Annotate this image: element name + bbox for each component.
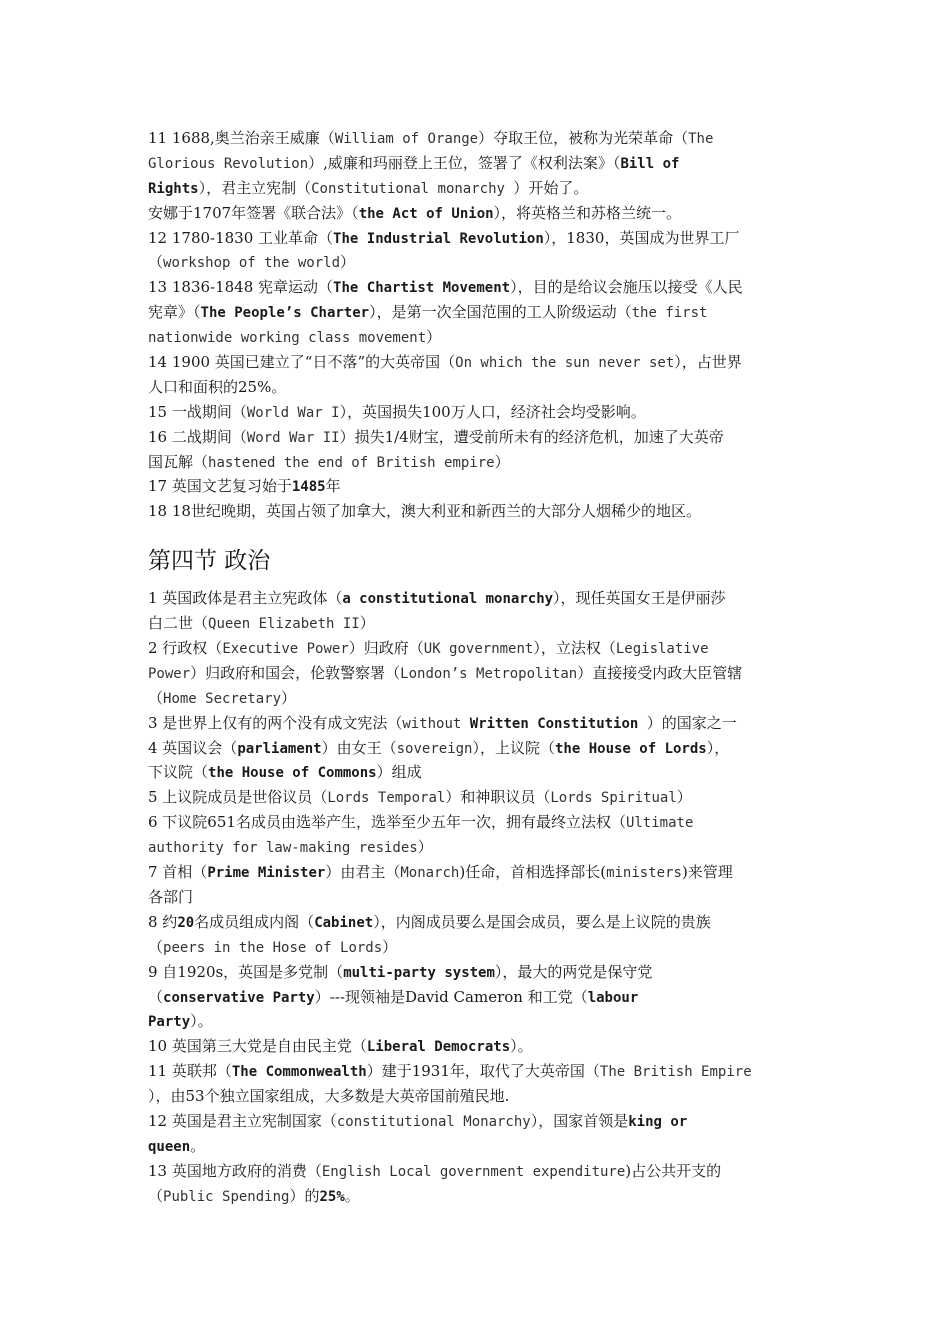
- text-run: ），占世界: [674, 353, 742, 372]
- text-run: nationwide working class movement: [148, 330, 427, 347]
- text-line: [148, 474, 798, 499]
- text-run: Lords Spiritual: [550, 790, 677, 807]
- text-run: ），立法权（: [533, 639, 616, 658]
- text-run: （: [148, 1186, 164, 1205]
- text-run: constitutional Monarchy: [336, 1113, 531, 1130]
- text-run: ）夺取王位，被称为光荣革命（: [478, 129, 689, 147]
- text-run: 名成员组成内阁（: [194, 912, 315, 931]
- text-run: 25%: [319, 1188, 345, 1205]
- text-run: Ultimate: [625, 815, 694, 832]
- text-run: 14 1900 英国已建立了“日不落”的大英帝国（: [148, 353, 456, 372]
- text-run: ）建于1931年，取代了大英帝国（: [366, 1062, 600, 1081]
- text-run: Executive Power: [222, 641, 349, 658]
- text-run: the House of Lords: [555, 740, 707, 757]
- text-run: ）: [281, 688, 297, 707]
- text-line: [148, 810, 798, 835]
- text-run: 7 首相（: [148, 863, 208, 882]
- text-run: 13 英国地方政府的消费（: [148, 1161, 322, 1180]
- text-run: Glorious Revolution: [148, 155, 309, 172]
- text-run: Cabinet: [314, 914, 374, 931]
- text-line: [148, 499, 798, 524]
- text-line: [148, 325, 798, 350]
- text-line: [148, 785, 798, 810]
- text-run: 6 下议院651名成员由选举产生，选举至少五年一次，拥有最终立法权（: [148, 813, 626, 832]
- text-line: [148, 1059, 798, 1084]
- text-run: without: [402, 715, 470, 732]
- text-run: 11 1688,奥兰治亲王威廉（: [148, 129, 335, 147]
- text-run: ）: [426, 328, 442, 347]
- text-run: Public Spending: [163, 1188, 290, 1205]
- text-line: [148, 985, 798, 1010]
- text-line: [148, 760, 798, 785]
- text-run: 12 1780-1830 工业革命（: [148, 228, 334, 247]
- text-run: hastened the end of British empire: [208, 454, 495, 471]
- text-run: the House of Commons: [208, 765, 377, 782]
- text-run: labour: [587, 989, 639, 1006]
- text-run: parliament: [237, 740, 322, 757]
- text-run: 17 英国文艺复习始于: [148, 477, 292, 496]
- text-run: Legislative: [615, 641, 709, 658]
- text-run: conservative Party: [163, 989, 315, 1006]
- text-run: 宪章》（: [148, 303, 201, 322]
- text-line: [148, 935, 798, 960]
- text-run: （: [148, 987, 164, 1006]
- text-run: workshop of the world: [163, 255, 341, 272]
- text-run: Monarch: [400, 865, 460, 882]
- text-run: 人口和面积的25%。: [148, 377, 287, 396]
- text-run: World War I: [246, 404, 340, 421]
- text-line: [148, 860, 798, 885]
- text-line: [148, 400, 798, 425]
- text-line: [148, 835, 798, 860]
- document-page: [148, 126, 798, 1209]
- text-line: [148, 176, 798, 201]
- text-line: [148, 250, 798, 275]
- text-run: ）。: [510, 1037, 533, 1056]
- text-line: [148, 586, 798, 611]
- text-run: 12 英国是君主立宪制国家（: [148, 1111, 337, 1130]
- text-run: ），君主立宪制（: [198, 178, 312, 197]
- text-run: 9 自1920s，英国是多党制（: [148, 962, 344, 981]
- text-run: 18 18世纪晚期，英国占领了加拿大，澳大利亚和新西兰的大部分人烟稀少的地区。: [148, 502, 701, 521]
- section-heading: 第四节 政治: [148, 548, 271, 575]
- text-run: The British Empire: [599, 1064, 752, 1081]
- text-line: [148, 885, 798, 910]
- text-run: ）。: [190, 1012, 213, 1031]
- text-run: peers in the Hose of Lords: [163, 939, 383, 956]
- text-run: 3 是世界上仅有的两个没有成文宪法（: [148, 713, 403, 732]
- text-run: ），最大的两党是保守党: [494, 962, 653, 981]
- text-run: 。: [190, 1136, 206, 1155]
- text-run: ）: [494, 452, 510, 471]
- text-line: [148, 910, 798, 935]
- text-run: The Commonwealth: [231, 1064, 367, 1081]
- text-run: ），英国损失100万人口，经济社会均受影响。: [339, 402, 646, 421]
- text-run: Rights: [148, 180, 199, 197]
- text-run: 1485: [291, 479, 326, 496]
- text-run: ）和神职议员（: [445, 788, 551, 807]
- text-run: 2 行政权（: [148, 639, 223, 658]
- text-run: )占公共开支的: [625, 1161, 722, 1180]
- text-run: multi-party system: [343, 964, 495, 981]
- text-run: Queen Elizabeth II: [208, 616, 360, 633]
- text-run: ）,威廉和玛丽登上王位，签署了《权利法案》（: [308, 153, 621, 172]
- text-line: [148, 736, 798, 761]
- text-run: ），由53个独立国家组成，大多数是大英帝国前殖民地.: [148, 1087, 510, 1106]
- text-run: ），内阁成员要么是国会成员，要么是上议院的贵族: [373, 912, 711, 931]
- section-history: [148, 126, 798, 524]
- text-line: [148, 661, 798, 686]
- text-line: [148, 611, 798, 636]
- text-run: ），目的是给议会施压以接受《人民: [510, 278, 743, 297]
- text-line: [148, 1084, 798, 1109]
- text-run: ）直接接受内政大臣管辖: [577, 663, 743, 682]
- text-run: 下议院（: [148, 763, 209, 782]
- text-line: [148, 1009, 798, 1034]
- text-line: [148, 126, 798, 151]
- text-run: William of Orange: [334, 131, 479, 147]
- text-run: 年: [325, 477, 341, 496]
- text-run: ），1830，英国成为世界工厂: [543, 228, 740, 247]
- text-run: 5 上议院成员是世俗议员（: [148, 788, 328, 807]
- text-run: （: [148, 688, 164, 707]
- text-run: ），现任英国女王是伊丽莎: [553, 589, 726, 608]
- text-line: [148, 1184, 798, 1209]
- text-run: ），国家首领是: [530, 1111, 629, 1130]
- text-run: ）---现领袖是David Cameron 和工党（: [314, 987, 588, 1006]
- text-run: a constitutional monarchy: [342, 591, 554, 608]
- text-run: 。: [344, 1186, 360, 1205]
- text-line: [148, 960, 798, 985]
- text-line: [148, 450, 798, 475]
- text-run: king or: [628, 1113, 688, 1130]
- text-run: ），是第一次全国范围的工人阶级运动（: [369, 303, 632, 322]
- text-run: On which the sun never set: [455, 355, 675, 372]
- text-run: )任命，首相选择部长(: [459, 863, 607, 882]
- text-run: 1 英国政体是君主立宪政体（: [148, 589, 343, 608]
- text-line: [148, 711, 798, 736]
- text-run: queen: [148, 1138, 191, 1155]
- text-run: The: [688, 131, 714, 147]
- text-run: 4 英国议会（: [148, 738, 238, 757]
- text-run: ），上议院（: [472, 738, 555, 757]
- text-run: ）: [676, 788, 692, 807]
- text-run: ）组成: [376, 763, 422, 782]
- text-run: Prime Minister: [207, 865, 326, 882]
- text-run: 各部门: [148, 887, 194, 906]
- text-run: （: [148, 937, 164, 956]
- text-run: Bill of: [620, 155, 680, 172]
- text-run: )来管理: [681, 863, 733, 882]
- text-run: ）的: [289, 1186, 320, 1205]
- text-run: UK government: [423, 641, 534, 658]
- text-run: Lords Temporal: [327, 790, 446, 807]
- text-line: [148, 151, 798, 176]
- text-run: 8 约: [148, 912, 178, 931]
- text-run: ），: [706, 738, 730, 757]
- text-run: ）归政府和国会，伦敦警察署（: [190, 663, 401, 682]
- text-run: The People’s Charter: [200, 305, 370, 322]
- text-run: ）: [382, 937, 398, 956]
- text-line: [148, 375, 798, 400]
- text-run: 安娜于1707年签署《联合法》（: [148, 203, 359, 222]
- text-line: [148, 1159, 798, 1184]
- text-line: [148, 1134, 798, 1159]
- text-run: 15 一战期间（: [148, 402, 247, 421]
- text-run: Power: [148, 665, 191, 682]
- text-run: ）: [417, 838, 433, 857]
- text-run: ）由女王（: [321, 738, 397, 757]
- text-run: The Industrial Revolution: [333, 230, 544, 247]
- text-line: [148, 1109, 798, 1134]
- text-run: 11 英联邦（: [148, 1062, 232, 1081]
- text-run: 国瓦解（: [148, 452, 209, 471]
- text-line: [148, 201, 798, 226]
- text-run: ）: [340, 253, 356, 272]
- text-line: [148, 1034, 798, 1059]
- text-run: ），将英格兰和苏格兰统一。: [493, 203, 682, 222]
- text-run: Liberal Democrats: [366, 1039, 511, 1056]
- text-run: the first: [631, 305, 708, 322]
- text-run: Constitutional monarchy: [311, 180, 514, 197]
- text-line: [148, 686, 798, 711]
- text-run: 16 二战期间（: [148, 427, 247, 446]
- text-run: ）的国家之一: [646, 713, 737, 732]
- text-run: Home Secretary: [163, 690, 282, 707]
- text-run: sovereign: [396, 740, 473, 757]
- text-run: English Local government expenditure: [321, 1163, 626, 1180]
- text-run: authority for law-making resides: [148, 840, 418, 857]
- text-run: ）由君主（: [325, 863, 401, 882]
- section-politics: [148, 586, 798, 1208]
- text-run: Party: [148, 1014, 191, 1031]
- text-run: Written Constitution: [469, 715, 647, 732]
- text-run: Word War II: [246, 429, 340, 446]
- text-line: [148, 425, 798, 450]
- text-line: [148, 275, 798, 300]
- text-run: ）损失1/4财宝，遭受前所未有的经济危机，加速了大英帝: [339, 427, 724, 446]
- text-line: [148, 300, 798, 325]
- text-run: 10 英国第三大党是自由民主党（: [148, 1037, 367, 1056]
- text-run: London’s Metropolitan: [400, 665, 578, 682]
- text-run: ）: [359, 614, 375, 633]
- text-run: （: [148, 253, 164, 272]
- text-run: ）开始了。: [513, 178, 589, 197]
- text-run: 13 1836-1848 宪章运动（: [148, 278, 334, 297]
- text-run: ）归政府（: [348, 639, 424, 658]
- text-run: 白二世（: [148, 614, 209, 633]
- text-run: the Act of Union: [358, 205, 494, 222]
- text-run: ministers: [606, 865, 682, 882]
- text-line: [148, 636, 798, 661]
- text-run: 20: [177, 914, 195, 931]
- text-line: [148, 226, 798, 251]
- text-line: [148, 350, 798, 375]
- text-run: The Chartist Movement: [333, 280, 511, 297]
